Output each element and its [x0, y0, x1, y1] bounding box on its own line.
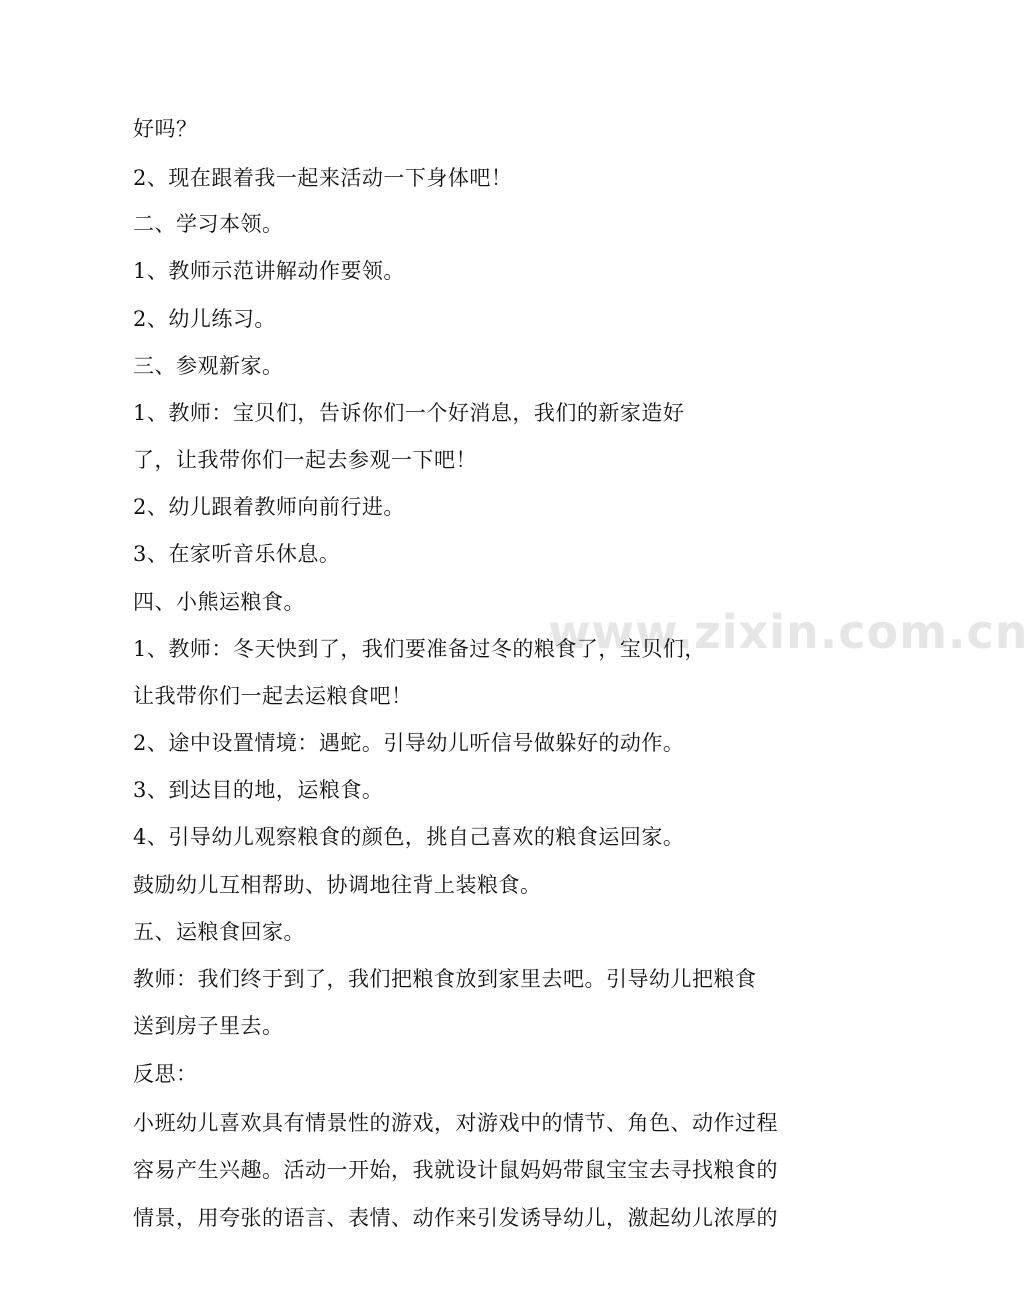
- text-line: 3、到达目的地，运粮食。: [133, 778, 384, 802]
- text-line: 1、教师：宝贝们，告诉你们一个好消息，我们的新家造好: [133, 401, 685, 425]
- text-line: 了，让我带你们一起去参观一下吧！: [133, 448, 477, 472]
- text-line: 2、现在跟着我一起来活动一下身体吧！: [133, 166, 513, 190]
- text-line: 送到房子里去。: [133, 1014, 284, 1038]
- text-line: 小班幼儿喜欢具有情景性的游戏，对游戏中的情节、角色、动作过程: [133, 1111, 778, 1135]
- watermark: www.zixin.com.cn: [548, 605, 1029, 659]
- text-line: 4、引导幼儿观察粮食的颜色，挑自己喜欢的粮食运回家。: [133, 825, 685, 849]
- text-line: 反思：: [133, 1062, 198, 1086]
- text-line: 2、途中设置情境：遇蛇。引导幼儿听信号做躲好的动作。: [133, 731, 685, 755]
- text-line: 好吗？: [133, 117, 198, 141]
- text-line: 3、在家听音乐休息。: [133, 542, 341, 566]
- text-line: 四、小熊运粮食。: [133, 590, 305, 614]
- text-line: 五、运粮食回家。: [133, 920, 305, 944]
- text-line: 让我带你们一起去运粮食吧！: [133, 684, 413, 708]
- text-line: 鼓励幼儿互相帮助、协调地往背上装粮食。: [133, 873, 542, 897]
- text-line: 三、参观新家。: [133, 354, 284, 378]
- text-line: 1、教师示范讲解动作要领。: [133, 259, 405, 283]
- text-line: 容易产生兴趣。活动一开始，我就设计鼠妈妈带鼠宝宝去寻找粮食的: [133, 1158, 778, 1182]
- text-line: 1、教师：冬天快到了，我们要准备过冬的粮食了，宝贝们，: [133, 637, 706, 661]
- text-line: 情景，用夸张的语言、表情、动作来引发诱导幼儿，激起幼儿浓厚的: [133, 1206, 778, 1230]
- text-line: 2、幼儿练习。: [133, 307, 276, 331]
- text-line: 教师：我们终于到了，我们把粮食放到家里去吧。引导幼儿把粮食: [133, 967, 757, 991]
- text-line: 2、幼儿跟着教师向前行进。: [133, 495, 405, 519]
- text-line: 二、学习本领。: [133, 212, 284, 236]
